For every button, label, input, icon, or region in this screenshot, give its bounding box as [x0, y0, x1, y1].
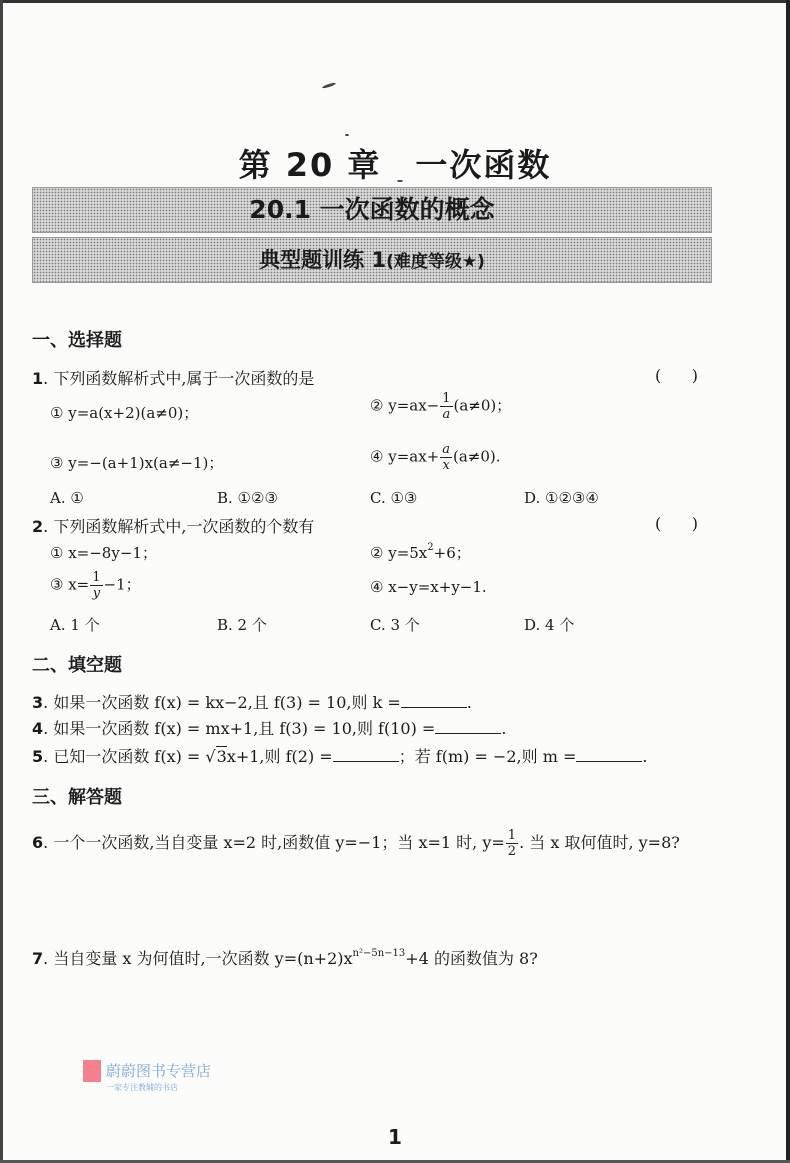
question-number: 3: [32, 693, 44, 712]
page-number: 1: [388, 1125, 402, 1149]
question-text: . 一个一次函数,当自变量 x=2 时,函数值 y=−1；当 x=1 时, y=: [43, 833, 505, 852]
watermark-title: 蔚蔚图书专营店: [106, 1062, 212, 1080]
q2-option-4: ④ x−y=x+y−1.: [370, 578, 487, 596]
option-text: ② y=ax−: [370, 396, 440, 415]
question-number: 4: [32, 719, 44, 738]
q1-choice-b: B. ①②③: [217, 489, 278, 507]
fraction-numerator: 1: [442, 391, 451, 406]
section-heading-choice: 一、选择题: [32, 330, 122, 351]
section-heading-answer: 三、解答题: [32, 787, 122, 808]
radicand: 3: [216, 747, 227, 766]
question-stem: . 下列函数解析式中,属于一次函数的是: [43, 369, 315, 388]
question-end: .: [642, 747, 648, 766]
question-5: [32, 744, 647, 767]
question-2: [32, 514, 314, 537]
section-heading-fill: 二、填空题: [32, 655, 122, 676]
answer-blank[interactable]: [435, 719, 501, 734]
section-title: 20.1 一次函数的概念: [249, 195, 495, 224]
option-text: (a≠0)；: [453, 396, 512, 415]
q1-choice-c: C. ①③: [370, 489, 418, 507]
print-smudge: [322, 82, 336, 89]
q1-choice-a: A. ①: [50, 489, 84, 507]
question-text: . 当自变量 x 为何值时,一次函数 y=(n+2)x: [43, 949, 353, 968]
question-text: ；若 f(m) = −2,则 m =: [398, 747, 577, 766]
question-3: [32, 690, 472, 713]
q2-option-2: [370, 542, 471, 563]
q2-choice-c: C. 3 个: [370, 616, 420, 634]
q2-choice-a: A. 1 个: [50, 616, 100, 634]
answer-blank[interactable]: [333, 747, 399, 762]
question-1: [32, 366, 314, 389]
fraction-numerator: a: [442, 442, 450, 457]
watermark-subtitle: 一家专注教辅的书店: [106, 1083, 178, 1092]
question-text: . 已知一次函数 f(x) =: [43, 747, 206, 766]
option-text: ③ x=: [50, 575, 90, 594]
option-text: +6；: [433, 544, 471, 562]
option-text: (a≠0).: [453, 447, 501, 466]
question-number: 5: [32, 747, 44, 766]
question-number: 1: [32, 369, 44, 388]
q2-option-3: [50, 570, 141, 601]
question-4: [32, 716, 506, 739]
fraction-denominator: y: [92, 586, 101, 601]
radical-sign: √: [205, 747, 216, 766]
question-end: .: [466, 693, 472, 712]
q1-option-4: [370, 442, 501, 473]
question-text: . 当 x 取何值时, y=8?: [519, 833, 680, 852]
q2-option-1: ① x=−8y−1；: [50, 544, 157, 562]
question-6: [32, 828, 680, 859]
fraction-denominator: 2: [507, 844, 517, 859]
question-7: [32, 946, 538, 969]
section-title-band: [32, 187, 712, 233]
fraction: [440, 442, 452, 473]
question-number: 6: [32, 833, 44, 852]
chapter-title: 第 20 章 一次函数: [238, 146, 552, 184]
question-number: 7: [32, 949, 44, 968]
difficulty-label: (难度等级★): [386, 252, 485, 272]
answer-blank[interactable]: [576, 747, 642, 762]
fraction-numerator: 1: [507, 828, 517, 843]
watermark-logo: [83, 1060, 101, 1082]
q1-option-3: ③ y=−(a+1)x(a≠−1)；: [50, 454, 224, 472]
question-stem: . 下列函数解析式中,一次函数的个数有: [43, 517, 315, 536]
q1-option-1: ① y=a(x+2)(a≠0)；: [50, 404, 199, 422]
option-text: ② y=5x: [370, 544, 428, 562]
fraction-denominator: x: [442, 458, 450, 473]
q2-choice-d: D. 4 个: [524, 616, 575, 634]
question-text: . 如果一次函数 f(x) = mx+1,且 f(3) = 10,则 f(10) =: [43, 719, 436, 738]
fraction: [90, 570, 102, 601]
superscript: 2: [427, 542, 434, 553]
training-title: 典型题训练 1: [259, 248, 387, 272]
question-number: 2: [32, 517, 44, 536]
page-border-top: [0, 0, 790, 3]
answer-parentheses: ( ): [655, 366, 698, 385]
answer-blank[interactable]: [401, 693, 467, 708]
training-title-band: [32, 237, 712, 283]
superscript: n²−5n−13: [352, 948, 406, 959]
answer-parentheses: ( ): [655, 514, 698, 533]
q1-choice-d: D. ①②③④: [524, 489, 599, 507]
fraction-numerator: 1: [92, 570, 101, 585]
option-text: −1；: [103, 575, 141, 594]
question-text: . 如果一次函数 f(x) = kx−2,且 f(3) = 10,则 k =: [43, 693, 401, 712]
fraction-denominator: a: [442, 407, 451, 422]
question-end: .: [501, 719, 507, 738]
question-text: +4 的函数值为 8?: [405, 949, 538, 968]
print-smudge: [345, 134, 349, 136]
q1-option-2: [370, 391, 511, 422]
fraction: [506, 828, 518, 859]
question-text: x+1,则 f(2) =: [226, 747, 333, 766]
q2-choice-b: B. 2 个: [217, 616, 267, 634]
option-text: ④ y=ax+: [370, 447, 440, 466]
fraction: [440, 391, 452, 422]
